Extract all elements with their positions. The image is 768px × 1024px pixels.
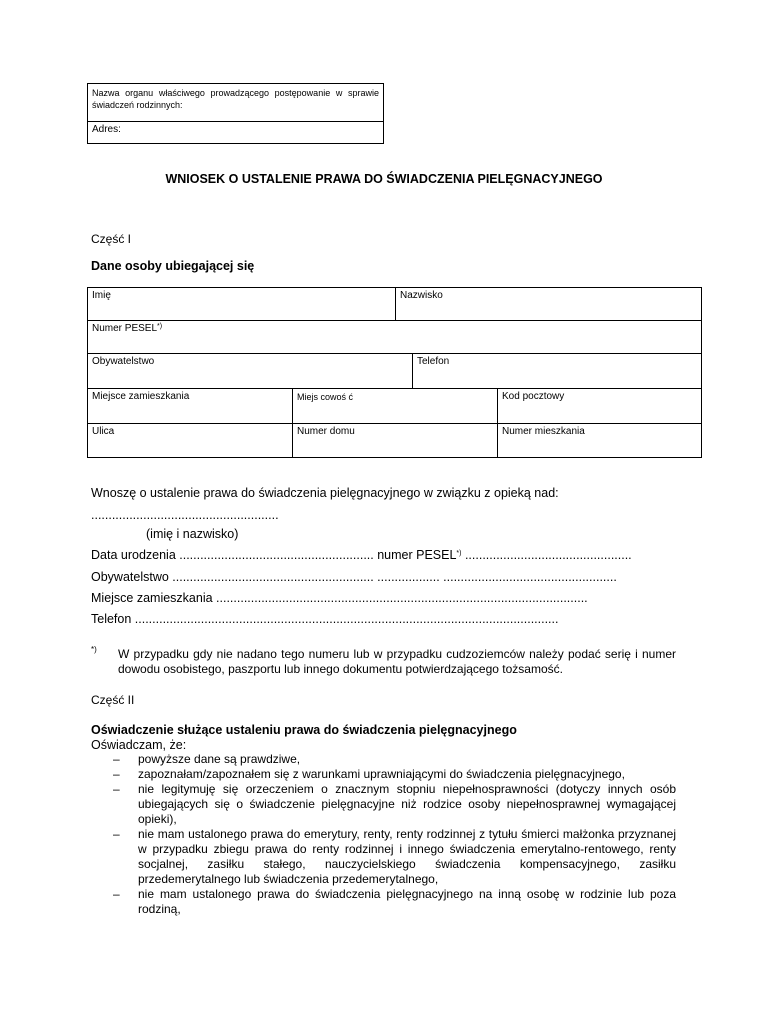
table-row: [88, 354, 701, 389]
list-dash: –: [113, 752, 120, 766]
care-residence-line[interactable]: Miejsce zamieszkania ...........................................................................................................: [91, 591, 588, 605]
table-row: [88, 321, 701, 354]
postal-code-field[interactable]: [498, 389, 701, 423]
citizenship-label: Obywatelstwo: [92, 356, 155, 367]
authority-address-field[interactable]: [88, 122, 383, 138]
street-label: Ulica: [92, 426, 115, 437]
declaration-item-text: nie mam ustalonego prawa do emerytury, renty, renty rodzinnej z tytułu śmierci małżonka przyznanej w przypadku zbiegu prawa do renty rodzinnej i innego świadczenia emerytalno-rentowego, renty socjalnej, zasiłku stałego, nauczycielskiego świadczenia kompensacyjnego, zasiłku przedemerytalnego lub świadczenia przedemerytalnego,: [138, 827, 676, 886]
declaration-list: [113, 752, 676, 917]
postal-code-label: Kod pocztowy: [502, 391, 565, 402]
authority-name-label: Nazwa organu właściwego prowadzącego postępowanie w sprawie świadczeń rodzinnych:: [92, 88, 379, 110]
phone-field[interactable]: [413, 354, 701, 388]
citizenship-field[interactable]: [88, 354, 413, 388]
locality-label: Miejs cowoś ć: [297, 392, 354, 402]
pesel-footnote-mark: *): [157, 323, 163, 330]
part1-heading: Dane osoby ubiegającej się: [91, 259, 255, 273]
phone-label: Telefon: [417, 356, 450, 367]
list-dash: –: [113, 827, 120, 841]
list-item: [113, 752, 676, 767]
declaration-item-text: nie mam ustalonego prawa do świadczenia pielęgnacyjnego na inną osobę w rodzinie lub poza rodziną,: [138, 887, 676, 916]
document-title: WNIOSEK O USTALENIE PRAWA DO ŚWIADCZENIA PIELĘGNACYJNEGO: [165, 172, 603, 186]
residence-field: [88, 389, 293, 423]
applicant-table: [87, 287, 702, 458]
table-row: [88, 288, 701, 321]
declaration-intro: Oświadczam, że:: [91, 738, 187, 752]
care-intro: Wnoszę o ustalenie prawa do świadczenia pielęgnacyjnego w związku z opieką nad:: [91, 486, 559, 500]
apartment-number-label: Numer mieszkania: [502, 426, 585, 437]
footnote-text: W przypadku gdy nie nadano tego numeru lub w przypadku cudzoziemców należy podać serię i numer dowodu osobistego, paszportu lub innego dokumentu potwierdzającego tożsamość.: [118, 647, 676, 676]
list-dash: –: [113, 782, 120, 796]
table-row: [88, 389, 701, 424]
last-name-label: Nazwisko: [400, 290, 443, 301]
declaration-item-text: zapoznałam/zapoznałem się z warunkami uprawniającymi do świadczenia pielęgnacyjnego,: [138, 767, 625, 781]
care-name-caption: (imię i nazwisko): [146, 527, 239, 541]
footnote-mark: *): [91, 645, 97, 654]
care-citizenship-line[interactable]: Obywatelstwo .......................................................... .................. ..................................................: [91, 570, 617, 584]
care-pesel-dots: ................................................: [461, 548, 632, 562]
street-field[interactable]: [88, 424, 293, 457]
part1-label: Część I: [91, 232, 132, 246]
pesel-label: Numer PESEL: [92, 323, 158, 334]
declaration-item-text: powyższe dane są prawdziwe,: [138, 752, 301, 766]
care-dob-line[interactable]: [91, 548, 632, 563]
list-item: [113, 767, 676, 782]
authority-box: [87, 83, 384, 144]
residence-label: Miejsce zamieszkania: [92, 391, 190, 402]
list-item: [113, 827, 676, 887]
house-number-label: Numer domu: [297, 426, 355, 437]
care-phone-line[interactable]: Telefon ..........................................................................................................................: [91, 612, 559, 626]
first-name-label: Imię: [92, 290, 111, 301]
list-dash: –: [113, 767, 120, 781]
part2-label: Część II: [91, 693, 135, 707]
care-name-dots[interactable]: ......................................................: [91, 508, 279, 522]
care-dob-text: Data urodzenia ........................................................ numer PESEL: [91, 548, 457, 562]
care-pesel-footnote-mark: *): [456, 550, 462, 557]
part2-heading: Oświadczenie służące ustaleniu prawa do świadczenia pielęgnacyjnego: [91, 723, 517, 737]
list-dash: –: [113, 887, 120, 901]
pesel-field[interactable]: [88, 321, 701, 353]
first-name-field[interactable]: [88, 288, 396, 320]
locality-field[interactable]: [293, 389, 498, 423]
apartment-number-field[interactable]: [498, 424, 701, 457]
table-row: [88, 424, 701, 457]
list-item: [113, 782, 676, 827]
authority-address-label: Adres:: [92, 124, 121, 135]
declaration-item-text: nie legitymuję się orzeczeniem o znacznym stopniu niepełnosprawności (dotyczy innych osób ubiegających się o świadczenie pielęgnacyjne niż rodzice osoby niepełnosprawnej wymagającej opieki),: [138, 782, 676, 826]
list-item: [113, 887, 676, 917]
house-number-field[interactable]: [293, 424, 498, 457]
last-name-field[interactable]: [396, 288, 701, 320]
authority-name-field[interactable]: [88, 84, 383, 122]
